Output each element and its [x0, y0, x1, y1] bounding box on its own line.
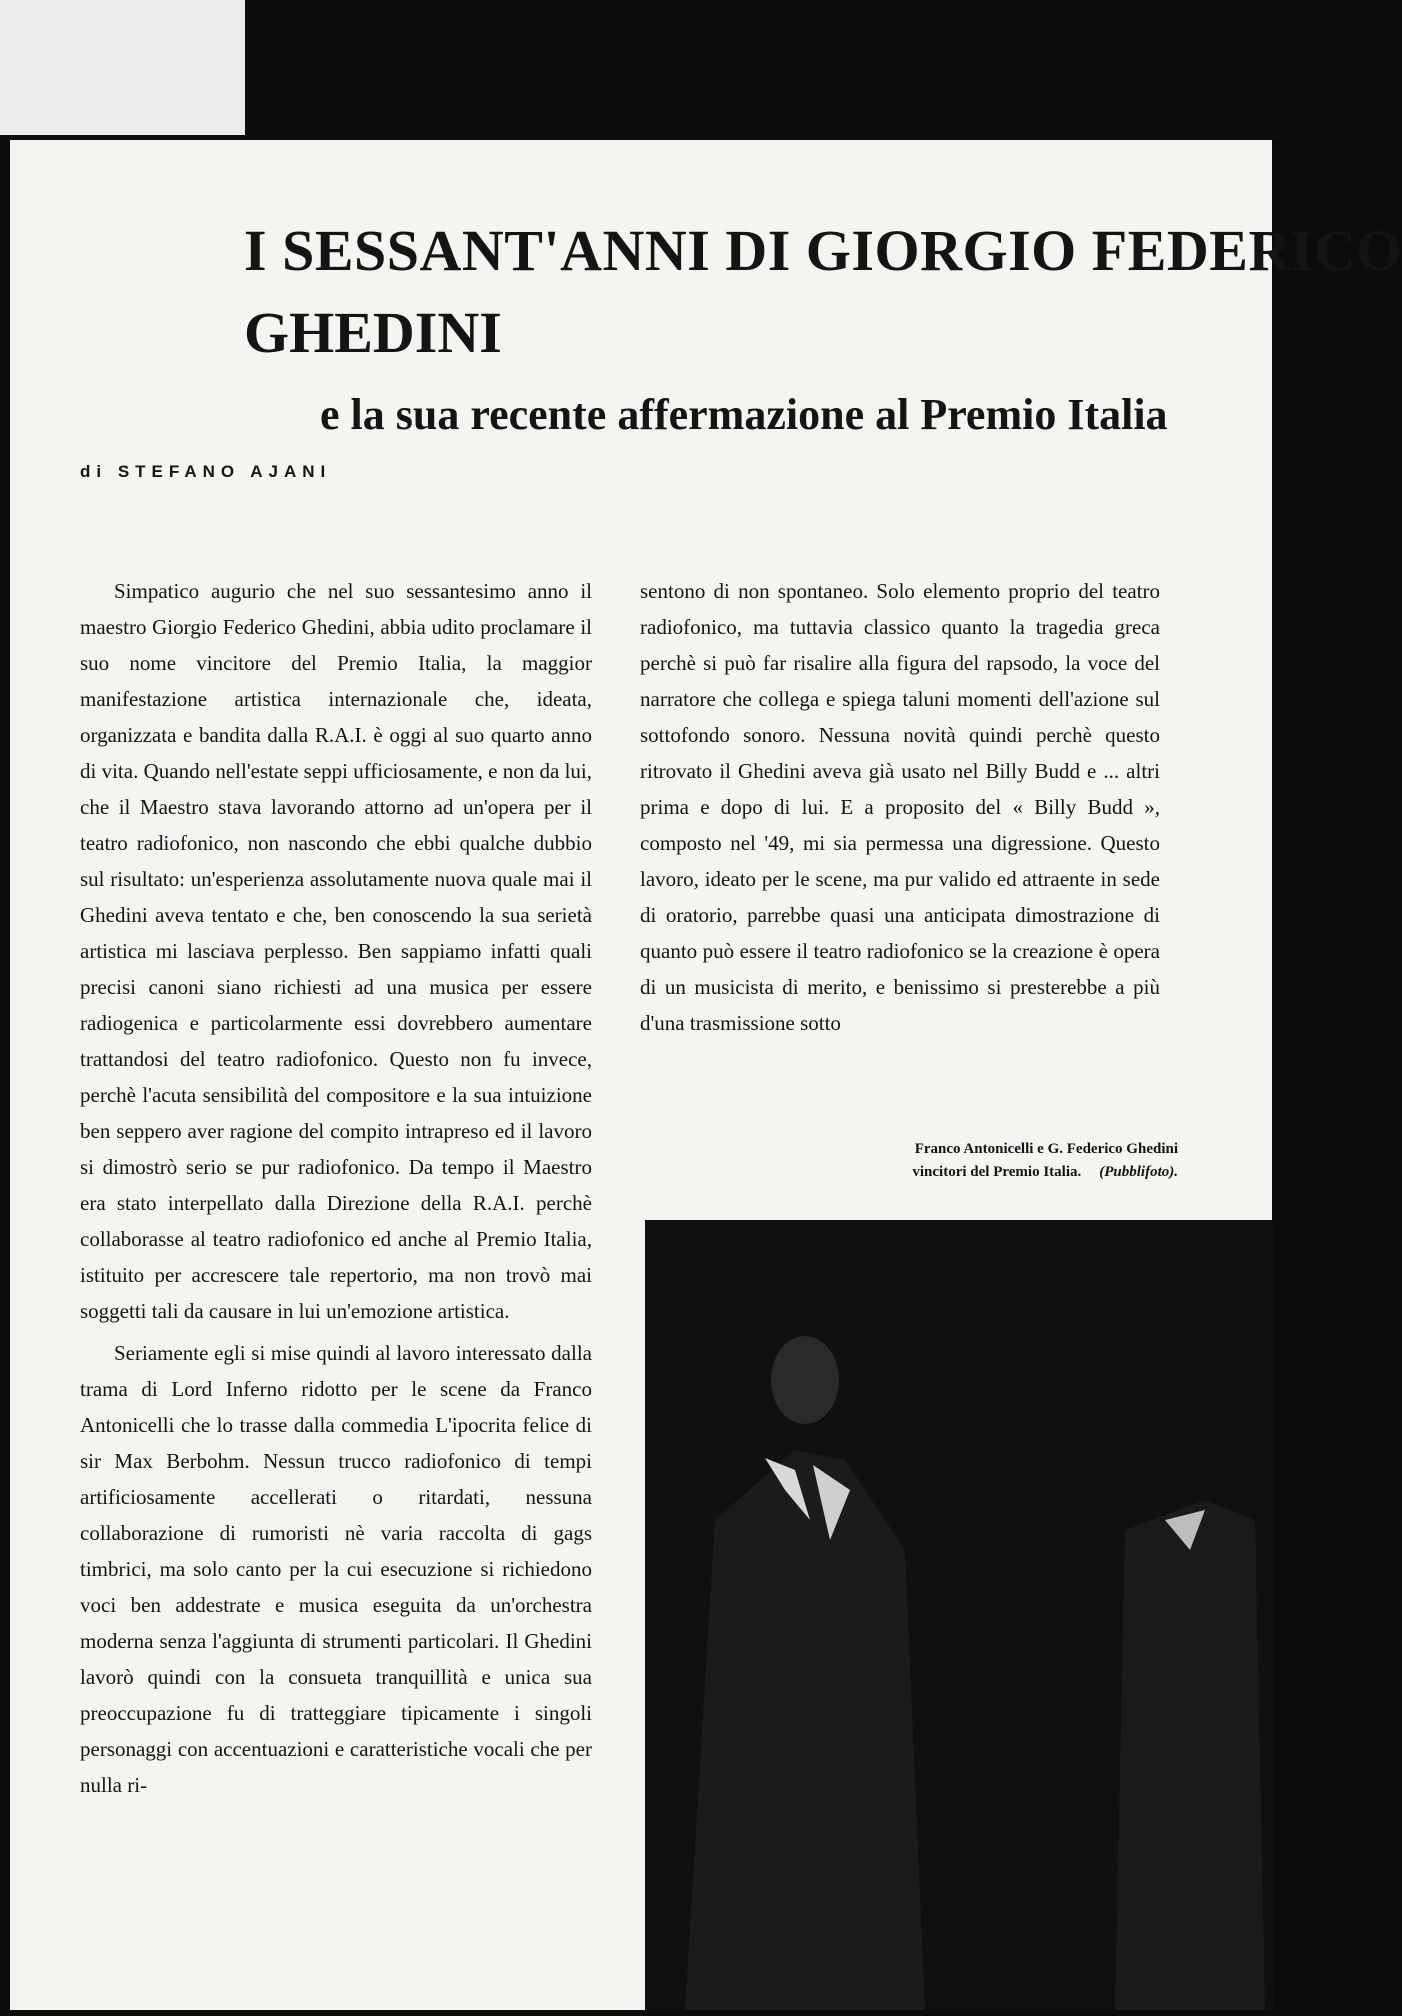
caption-line-2 [800, 1161, 1178, 1184]
left-column [80, 573, 592, 1803]
right-column [640, 573, 1160, 1041]
paragraph: Seriamente egli si mise quindi al lavoro interessato dalla trama di Lord Inferno ridotto per le scene da Franco Antonicelli che lo trasse dalla commedia L'ipocrita felice di sir Max Berbohm. Nessun trucco radiofonico di tempi artificiosamente accellerati o ritardati, nessuna collaborazione di rumoristi nè varia raccolta di gags timbrici, ma solo canto per la cui esecuzione si richiedono voci ben addestrate e musica eseguita da un'orchestra moderna senza l'aggiunta di strumenti particolari. Il Ghedini lavorò quindi con la consueta tranquillità e unica sua preoccupazione fu di tratteggiare tipicamente i singoli personaggi con accentuazioni e caratteristiche vocali che per nulla ri- [80, 1341, 592, 1797]
figure-body-right [1115, 1500, 1265, 2010]
article-subtitle: e la sua recente affermazione al Premio Italia [320, 389, 1168, 439]
photo-credit: (Pubblifoto). [1099, 1164, 1178, 1180]
top-left-paper-edge [0, 0, 245, 135]
paragraph: sentono di non spontaneo. Solo elemento proprio del teatro radiofonico, ma tuttavia classico quanto la tragedia greca perchè si può far risalire alla figura del rapsodo, la voce del narratore che collega e spiega taluni momenti dell'azione sul sottofondo sonoro. Nessuna novità quindi perchè questo ritrovato il Ghedini aveva già usato nel Billy Budd e ... altri prima e dopo di lui. E a proposito del « Billy Budd », composto nel '49, mi sia permessa una digressione. Questo lavoro, ideato per le scene, ma pur valido ed attraente in sede di oratorio, parrebbe quasi una anticipata dimostrazione di quanto può essere il teatro radiofonico se la creazione è opera di un musicista di merito, e benissimo si presterebbe a più d'una trasmissione sotto [640, 579, 1160, 1035]
figure-body-left [685, 1450, 925, 2010]
article-title-line2: GHEDINI [244, 299, 502, 365]
photo-image [645, 1220, 1273, 2010]
article-title-line1: I SESSANT'ANNI DI GIORGIO FEDERICO [244, 217, 1402, 283]
byline: di STEFANO AJANI [80, 462, 332, 481]
photo-caption [800, 1138, 1178, 1184]
photo [645, 1220, 1273, 2010]
paragraph: Simpatico augurio che nel suo sessantesimo anno il maestro Giorgio Federico Ghedini, abbia udito proclamare il suo nome vincitore del Premio Italia, la maggior manifestazione artistica internazionale che, ideata, organizzata e bandita dalla R.A.I. è oggi al suo quarto anno di vita. Quando nell'estate seppi ufficiosamente, e non da lui, che il Maestro stava lavorando attorno ad un'opera per il teatro radiofonico, non nascondo che ebbi qualche dubbio sul risultato: un'esperienza assolutamente nuova quale mai il Ghedini aveva tentato e che, ben conoscendo la sua serietà artistica mi lasciava perplesso. Ben sappiamo infatti quali precisi canoni siano richiesti ad una musica per essere radiogenica e particolarmente essi dovrebbero aumentare trattandosi del teatro radiofonico. Questo non fu invece, perchè l'acuta sensibilità del compositore e la sua intuizione ben seppero aver ragione del compito intrapreso ed il lavoro si dimostrò serio se pur radiofonico. Da tempo il Maestro era stato interpellato dalla Direzione della R.A.I. perchè collaborasse al teatro radiofonico ed anche al Premio Italia, istituito per accrescere tale repertorio, ma non trovò mai soggetti tali da causare in lui un'emozione artistica. [80, 579, 592, 1323]
right-black-margin [1272, 140, 1283, 2016]
caption-text: vincitori del Premio Italia. [912, 1164, 1082, 1180]
caption-line: Franco Antonicelli e G. Federico Ghedini [914, 1141, 1178, 1157]
figure-head-left [771, 1336, 839, 1424]
